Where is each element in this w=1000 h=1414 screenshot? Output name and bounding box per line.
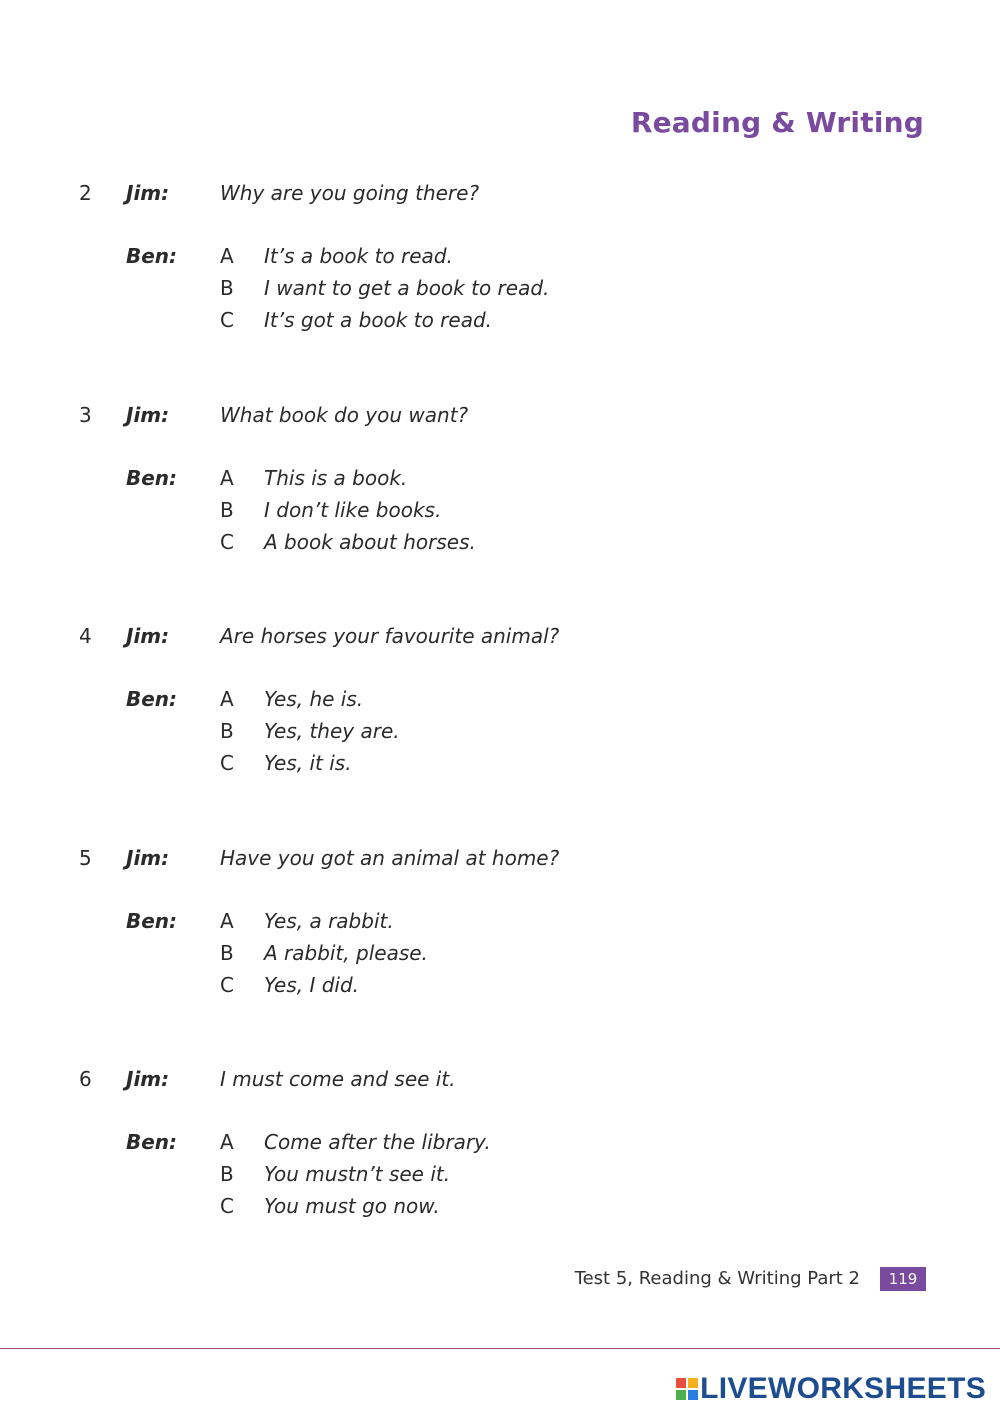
speaker-ben: Ben: — [126, 1130, 178, 1154]
page-title: Reading & Writing — [630, 106, 924, 139]
option-text[interactable]: Yes, I did. — [264, 973, 360, 997]
question-number: 4 — [79, 624, 92, 648]
question-number: 5 — [79, 846, 92, 870]
option-letter[interactable]: C — [220, 973, 234, 997]
speaker-ben: Ben: — [126, 244, 178, 268]
question-number: 2 — [79, 181, 92, 205]
option-letter[interactable]: A — [220, 466, 234, 490]
option-letter[interactable]: C — [220, 530, 234, 554]
question-text: Why are you going there? — [220, 181, 480, 205]
option-text[interactable]: A rabbit, please. — [264, 941, 428, 965]
speaker-jim: Jim: — [126, 403, 170, 427]
option-letter[interactable]: B — [220, 1162, 234, 1186]
speaker-jim: Jim: — [126, 624, 170, 648]
option-letter[interactable]: B — [220, 276, 234, 300]
option-text[interactable]: This is a book. — [264, 466, 408, 490]
option-letter[interactable]: C — [220, 308, 234, 332]
question-text: I must come and see it. — [220, 1067, 456, 1091]
option-letter[interactable]: C — [220, 1194, 234, 1218]
speaker-ben: Ben: — [126, 466, 178, 490]
footer-caption: Test 5, Reading & Writing Part 2 — [574, 1268, 860, 1289]
page-number-badge: 119 — [880, 1267, 926, 1291]
footer-divider — [0, 1348, 1000, 1349]
option-text[interactable]: I want to get a book to read. — [264, 276, 550, 300]
speaker-ben: Ben: — [126, 909, 178, 933]
option-letter[interactable]: A — [220, 1130, 234, 1154]
option-text[interactable]: It’s a book to read. — [264, 244, 453, 268]
brand-grid-icon — [676, 1378, 698, 1400]
speaker-jim: Jim: — [126, 181, 170, 205]
question-text: Have you got an animal at home? — [220, 846, 560, 870]
option-text[interactable]: Yes, it is. — [264, 751, 352, 775]
question-number: 3 — [79, 403, 92, 427]
option-letter[interactable]: B — [220, 498, 234, 522]
option-text[interactable]: Come after the library. — [264, 1130, 491, 1154]
speaker-ben: Ben: — [126, 687, 178, 711]
option-text[interactable]: A book about horses. — [264, 530, 476, 554]
speaker-jim: Jim: — [126, 1067, 170, 1091]
option-text[interactable]: It’s got a book to read. — [264, 308, 492, 332]
option-text[interactable]: Yes, a rabbit. — [264, 909, 394, 933]
option-letter[interactable]: B — [220, 719, 234, 743]
brand-logo — [676, 1372, 986, 1406]
option-text[interactable]: You must go now. — [264, 1194, 440, 1218]
brand-name: LIVEWORKSHEETS — [700, 1372, 986, 1405]
option-text[interactable]: I don’t like books. — [264, 498, 442, 522]
option-letter[interactable]: B — [220, 941, 234, 965]
question-text: Are horses your favourite animal? — [220, 624, 560, 648]
speaker-jim: Jim: — [126, 846, 170, 870]
option-letter[interactable]: A — [220, 244, 234, 268]
option-letter[interactable]: A — [220, 687, 234, 711]
question-text: What book do you want? — [220, 403, 469, 427]
option-letter[interactable]: C — [220, 751, 234, 775]
question-number: 6 — [79, 1067, 92, 1091]
option-text[interactable]: You mustn’t see it. — [264, 1162, 451, 1186]
option-text[interactable]: Yes, they are. — [264, 719, 400, 743]
option-letter[interactable]: A — [220, 909, 234, 933]
option-text[interactable]: Yes, he is. — [264, 687, 364, 711]
